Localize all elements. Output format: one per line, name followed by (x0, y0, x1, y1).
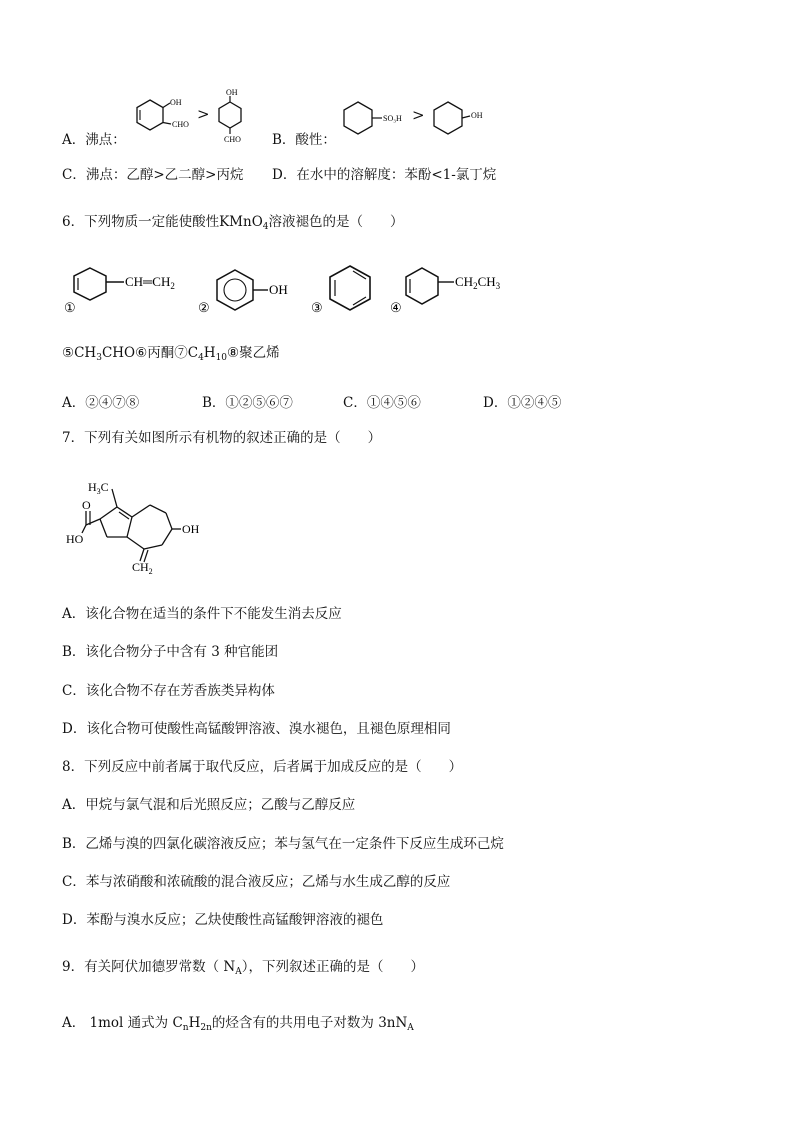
q6-num-2: ② (198, 300, 210, 315)
q7-ch2: $CH_2$ (132, 560, 153, 575)
q5a-left-oh: OH (170, 98, 182, 107)
q6-num-4: ④ (390, 300, 402, 315)
q5-option-a-label: A．沸点： (62, 132, 126, 148)
q7-oh: OH (182, 522, 200, 536)
q5-option-a-structures (130, 86, 250, 148)
q7-option-b: B．该化合物分子中含有 3 种官能团 (62, 644, 279, 660)
q6-list: $⑤CH_3CHO⑥$丙酮$⑦C_4H_{10}⑧$聚乙烯 (62, 345, 280, 363)
q6-option-a: A．②④⑦⑧ (62, 395, 140, 411)
q7-option-c: C．该化合物不存在芳香族类异构体 (62, 683, 275, 699)
q7-structure (60, 475, 210, 575)
q5-option-d: D．在水中的溶解度：苯酚<1-氯丁烷 (272, 167, 497, 183)
q6-stem: 6．下列物质一定能使酸性KMnO$_4$溶液褪色的是（ ） (62, 214, 404, 232)
q5b-gt: > (412, 106, 425, 124)
q5a-gt: > (197, 105, 210, 123)
q6-option-b: B．①②⑤⑥⑦ (202, 395, 293, 411)
q5a-right-oh: OH (226, 88, 238, 97)
q7-h3c: $H_3C$ (88, 480, 109, 496)
q8-option-a: A．甲烷与氯气混和后光照反应；乙酸与乙醇反应 (62, 797, 356, 813)
q6-option-d: D．①②④⑤ (483, 395, 562, 411)
q7-ho: HO (66, 532, 84, 546)
q8-option-b: B．乙烯与溴的四氯化碳溶液反应；苯与氢气在一定条件下反应生成环己烷 (62, 836, 504, 852)
q6-num-1: ① (64, 300, 76, 315)
q5a-right-cho: CHO (224, 135, 241, 144)
q7-o: O (82, 498, 91, 512)
q6-ethyl: $CH_2CH_3$ (455, 274, 501, 291)
q5-option-b-label: B．酸性： (272, 132, 336, 148)
q7-stem: 7．下列有关如图所示有机物的叙述正确的是（ ） (62, 430, 382, 446)
q6-phenol-oh: OH (269, 282, 288, 297)
q6-num-3: ③ (311, 300, 323, 315)
q9-option-a: A． 1mol 通式为 $C_nH_{2n}$的烃含有的共用电子对数为 $3nN_A$ (62, 1015, 414, 1033)
q5a-left-cho: CHO (172, 120, 189, 129)
q8-option-d: D．苯酚与溴水反应；乙炔使酸性高锰酸钾溶液的褪色 (62, 912, 384, 928)
q8-option-c: C．苯与浓硝酸和浓硫酸的混合液反应；乙烯与水生成乙醇的反应 (62, 874, 451, 890)
q7-option-a: A．该化合物在适当的条件下不能发生消去反应 (62, 606, 342, 622)
q8-stem: 8．下列反应中前者属于取代反应，后者属于加成反应的是（ ） (62, 759, 463, 775)
q6-option-c: C．①④⑤⑥ (343, 395, 421, 411)
q6-vinyl: $CH═CH_2$ (125, 274, 175, 291)
q5b-oh: OH (471, 111, 483, 120)
q9-stem: 9．有关阿伏加德罗常数（ $N_A$），下列叙述正确的是（ ） (62, 959, 424, 977)
q7-option-d: D．该化合物可使酸性高锰酸钾溶液、溴水褪色，且褪色原理相同 (62, 721, 451, 737)
q6-structures (60, 262, 530, 318)
q5b-so3h: SO₃H (383, 114, 402, 123)
q5-option-c: C．沸点：乙醇>乙二醇>丙烷 (62, 167, 244, 183)
